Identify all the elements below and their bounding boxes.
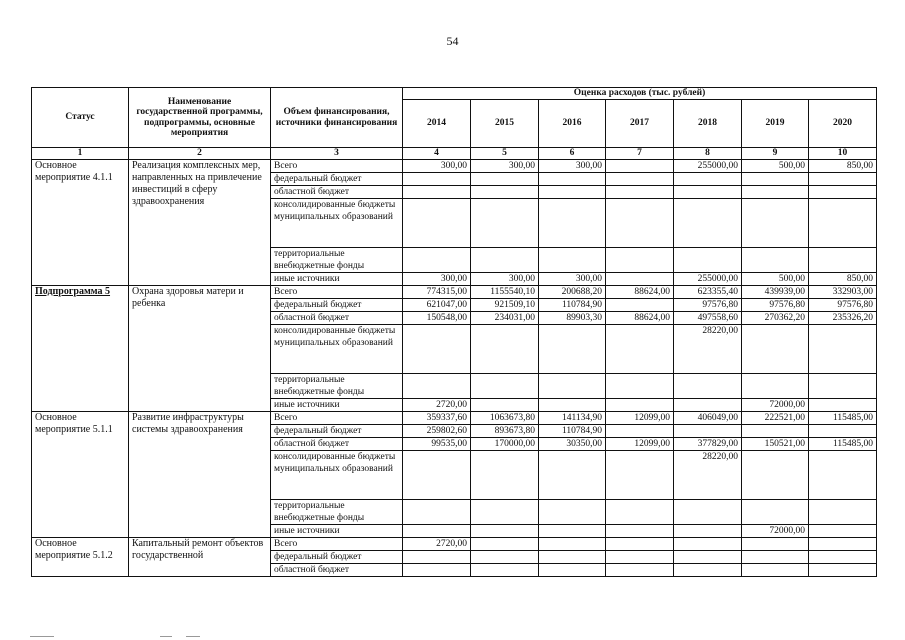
header-estimate: Оценка расходов (тыс. рублей) bbox=[403, 88, 877, 100]
value-cell: 28220,00 bbox=[674, 325, 742, 374]
value-cell: 97576,80 bbox=[809, 299, 877, 312]
value-cell bbox=[606, 500, 674, 525]
value-cell bbox=[539, 551, 606, 564]
value-cell bbox=[539, 451, 606, 500]
header-year: 2017 bbox=[606, 100, 674, 148]
header-volume: Объем финансирования, источники финансирования bbox=[271, 88, 403, 148]
value-cell: 99535,00 bbox=[403, 438, 471, 451]
value-cell: 97576,80 bbox=[674, 299, 742, 312]
value-cell bbox=[742, 173, 809, 186]
value-cell: 2720,00 bbox=[403, 538, 471, 551]
value-cell bbox=[471, 399, 539, 412]
value-cell: 300,00 bbox=[539, 273, 606, 286]
value-cell bbox=[606, 564, 674, 577]
table-row bbox=[32, 286, 877, 299]
funding-source: федеральный бюджет bbox=[271, 299, 403, 312]
funding-source: областной бюджет bbox=[271, 438, 403, 451]
scan-artifact bbox=[186, 636, 200, 637]
value-cell bbox=[674, 525, 742, 538]
value-cell bbox=[674, 500, 742, 525]
value-cell bbox=[403, 325, 471, 374]
value-cell bbox=[539, 525, 606, 538]
value-cell: 1155540,10 bbox=[471, 286, 539, 299]
value-cell: 774315,00 bbox=[403, 286, 471, 299]
value-cell: 359337,60 bbox=[403, 412, 471, 425]
value-cell: 150521,00 bbox=[742, 438, 809, 451]
value-cell: 12099,00 bbox=[606, 412, 674, 425]
funding-source: иные источники bbox=[271, 273, 403, 286]
scan-artifact bbox=[30, 636, 54, 637]
value-cell bbox=[674, 248, 742, 273]
value-cell bbox=[674, 173, 742, 186]
value-cell: 332903,00 bbox=[809, 286, 877, 299]
value-cell bbox=[403, 451, 471, 500]
funding-source: территориальные внебюджетные фонды bbox=[271, 374, 403, 399]
value-cell: 115485,00 bbox=[809, 412, 877, 425]
column-number: 3 bbox=[271, 148, 403, 160]
value-cell bbox=[742, 538, 809, 551]
value-cell bbox=[539, 325, 606, 374]
value-cell bbox=[403, 186, 471, 199]
value-cell bbox=[742, 500, 809, 525]
header-year: 2020 bbox=[809, 100, 877, 148]
funding-source: Всего bbox=[271, 412, 403, 425]
value-cell bbox=[539, 248, 606, 273]
value-cell bbox=[403, 248, 471, 273]
value-cell: 500,00 bbox=[742, 273, 809, 286]
budget-table bbox=[31, 87, 877, 577]
column-number: 5 bbox=[471, 148, 539, 160]
value-cell bbox=[809, 374, 877, 399]
value-cell bbox=[742, 248, 809, 273]
value-cell: 234031,00 bbox=[471, 312, 539, 325]
value-cell: 300,00 bbox=[403, 160, 471, 173]
value-cell bbox=[742, 451, 809, 500]
funding-source: федеральный бюджет bbox=[271, 173, 403, 186]
value-cell bbox=[606, 551, 674, 564]
value-cell bbox=[809, 199, 877, 248]
value-cell bbox=[606, 399, 674, 412]
value-cell bbox=[809, 173, 877, 186]
value-cell bbox=[539, 538, 606, 551]
value-cell: 255000,00 bbox=[674, 160, 742, 173]
value-cell bbox=[539, 186, 606, 199]
row-program-name: Реализация комплексных мер, направленных на привлечение инвестиций в сферу здравоохранения bbox=[129, 160, 271, 286]
value-cell bbox=[742, 325, 809, 374]
value-cell: 300,00 bbox=[471, 160, 539, 173]
header-name: Наименование государственной программы, подпрограммы, основные мероприятия bbox=[129, 88, 271, 148]
value-cell bbox=[471, 199, 539, 248]
row-status bbox=[32, 160, 129, 286]
value-cell bbox=[809, 500, 877, 525]
value-cell: 270362,20 bbox=[742, 312, 809, 325]
row-program-name: Капитальный ремонт объектов государственной bbox=[129, 538, 271, 577]
header-year: 2015 bbox=[471, 100, 539, 148]
value-cell bbox=[471, 551, 539, 564]
header-year: 2016 bbox=[539, 100, 606, 148]
value-cell bbox=[471, 500, 539, 525]
value-cell bbox=[674, 564, 742, 577]
funding-source: федеральный бюджет bbox=[271, 425, 403, 438]
value-cell bbox=[809, 186, 877, 199]
value-cell bbox=[606, 199, 674, 248]
value-cell bbox=[606, 451, 674, 500]
value-cell: 300,00 bbox=[539, 160, 606, 173]
value-cell bbox=[403, 564, 471, 577]
value-cell bbox=[742, 425, 809, 438]
value-cell bbox=[403, 551, 471, 564]
funding-source: консолидированные бюджеты муниципальных образований bbox=[271, 325, 403, 374]
column-number: 4 bbox=[403, 148, 471, 160]
value-cell bbox=[809, 538, 877, 551]
status-label: Основное мероприятие 4.1.1 bbox=[35, 160, 113, 183]
value-cell bbox=[606, 248, 674, 273]
value-cell: 12099,00 bbox=[606, 438, 674, 451]
value-cell bbox=[674, 551, 742, 564]
column-number: 7 bbox=[606, 148, 674, 160]
value-cell: 621047,00 bbox=[403, 299, 471, 312]
value-cell bbox=[403, 525, 471, 538]
value-cell bbox=[809, 425, 877, 438]
value-cell: 170000,00 bbox=[471, 438, 539, 451]
value-cell bbox=[606, 425, 674, 438]
funding-source: Всего bbox=[271, 160, 403, 173]
column-number: 2 bbox=[129, 148, 271, 160]
status-label: Основное мероприятие 5.1.1 bbox=[35, 412, 113, 435]
value-cell bbox=[539, 500, 606, 525]
value-cell bbox=[471, 248, 539, 273]
value-cell bbox=[471, 538, 539, 551]
value-cell: 921509,10 bbox=[471, 299, 539, 312]
table-row bbox=[32, 538, 877, 551]
row-status bbox=[32, 286, 129, 412]
value-cell: 72000,00 bbox=[742, 399, 809, 412]
value-cell bbox=[674, 199, 742, 248]
status-label: Основное мероприятие 5.1.2 bbox=[35, 538, 113, 561]
value-cell bbox=[403, 173, 471, 186]
value-cell: 893673,80 bbox=[471, 425, 539, 438]
value-cell bbox=[742, 199, 809, 248]
value-cell: 110784,90 bbox=[539, 299, 606, 312]
value-cell: 115485,00 bbox=[809, 438, 877, 451]
funding-source: областной бюджет bbox=[271, 186, 403, 199]
funding-source: иные источники bbox=[271, 399, 403, 412]
value-cell bbox=[809, 525, 877, 538]
header-year: 2014 bbox=[403, 100, 471, 148]
column-number: 6 bbox=[539, 148, 606, 160]
status-label: Подпрограмма 5 bbox=[35, 286, 111, 297]
value-cell bbox=[606, 273, 674, 286]
value-cell: 141134,90 bbox=[539, 412, 606, 425]
value-cell: 497558,60 bbox=[674, 312, 742, 325]
value-cell: 850,00 bbox=[809, 160, 877, 173]
value-cell bbox=[403, 374, 471, 399]
value-cell: 88624,00 bbox=[606, 312, 674, 325]
value-cell: 110784,90 bbox=[539, 425, 606, 438]
column-numbers-row bbox=[32, 148, 877, 160]
value-cell: 72000,00 bbox=[742, 525, 809, 538]
value-cell bbox=[403, 199, 471, 248]
value-cell bbox=[606, 173, 674, 186]
value-cell bbox=[809, 399, 877, 412]
header-year: 2018 bbox=[674, 100, 742, 148]
funding-source: областной бюджет bbox=[271, 564, 403, 577]
table-row bbox=[32, 160, 877, 173]
value-cell: 623355,40 bbox=[674, 286, 742, 299]
value-cell: 200688,20 bbox=[539, 286, 606, 299]
funding-source: территориальные внебюджетные фонды bbox=[271, 248, 403, 273]
column-number: 10 bbox=[809, 148, 877, 160]
value-cell: 439939,00 bbox=[742, 286, 809, 299]
value-cell: 259802,60 bbox=[403, 425, 471, 438]
page-number: 54 bbox=[446, 34, 459, 48]
value-cell bbox=[809, 564, 877, 577]
header-status: Статус bbox=[32, 88, 129, 148]
value-cell: 377829,00 bbox=[674, 438, 742, 451]
value-cell: 88624,00 bbox=[606, 286, 674, 299]
value-cell bbox=[809, 451, 877, 500]
value-cell bbox=[606, 538, 674, 551]
column-number: 9 bbox=[742, 148, 809, 160]
funding-source: Всего bbox=[271, 538, 403, 551]
value-cell bbox=[471, 564, 539, 577]
funding-source: территориальные внебюджетные фонды bbox=[271, 500, 403, 525]
row-status bbox=[32, 412, 129, 538]
row-program-name: Развитие инфраструктуры системы здравоохранения bbox=[129, 412, 271, 538]
value-cell bbox=[539, 374, 606, 399]
value-cell bbox=[539, 173, 606, 186]
value-cell: 1063673,80 bbox=[471, 412, 539, 425]
row-program-name: Охрана здоровья матери и ребенка bbox=[129, 286, 271, 412]
value-cell bbox=[471, 451, 539, 500]
value-cell bbox=[606, 525, 674, 538]
value-cell bbox=[471, 186, 539, 199]
value-cell bbox=[471, 525, 539, 538]
value-cell bbox=[606, 299, 674, 312]
value-cell bbox=[674, 425, 742, 438]
value-cell bbox=[742, 374, 809, 399]
value-cell bbox=[674, 538, 742, 551]
value-cell bbox=[606, 325, 674, 374]
value-cell bbox=[539, 399, 606, 412]
value-cell: 97576,80 bbox=[742, 299, 809, 312]
value-cell bbox=[471, 374, 539, 399]
column-number: 1 bbox=[32, 148, 129, 160]
value-cell bbox=[674, 399, 742, 412]
value-cell bbox=[471, 173, 539, 186]
row-status bbox=[32, 538, 129, 577]
funding-source: областной бюджет bbox=[271, 312, 403, 325]
value-cell bbox=[809, 248, 877, 273]
value-cell bbox=[674, 186, 742, 199]
value-cell bbox=[674, 374, 742, 399]
value-cell bbox=[471, 325, 539, 374]
value-cell bbox=[606, 186, 674, 199]
value-cell: 235326,20 bbox=[809, 312, 877, 325]
value-cell: 30350,00 bbox=[539, 438, 606, 451]
header-year: 2019 bbox=[742, 100, 809, 148]
value-cell bbox=[606, 160, 674, 173]
value-cell: 300,00 bbox=[471, 273, 539, 286]
value-cell bbox=[742, 564, 809, 577]
column-number: 8 bbox=[674, 148, 742, 160]
funding-source: консолидированные бюджеты муниципальных образований bbox=[271, 199, 403, 248]
table-row bbox=[32, 412, 877, 425]
funding-source: иные источники bbox=[271, 525, 403, 538]
funding-source: консолидированные бюджеты муниципальных образований bbox=[271, 451, 403, 500]
value-cell: 28220,00 bbox=[674, 451, 742, 500]
funding-source: федеральный бюджет bbox=[271, 551, 403, 564]
value-cell bbox=[606, 374, 674, 399]
value-cell: 2720,00 bbox=[403, 399, 471, 412]
value-cell: 300,00 bbox=[403, 273, 471, 286]
scan-artifact bbox=[160, 636, 172, 637]
value-cell: 150548,00 bbox=[403, 312, 471, 325]
value-cell bbox=[539, 199, 606, 248]
value-cell bbox=[403, 500, 471, 525]
value-cell: 255000,00 bbox=[674, 273, 742, 286]
value-cell: 500,00 bbox=[742, 160, 809, 173]
value-cell: 222521,00 bbox=[742, 412, 809, 425]
funding-source: Всего bbox=[271, 286, 403, 299]
value-cell bbox=[809, 551, 877, 564]
value-cell bbox=[539, 564, 606, 577]
value-cell bbox=[809, 325, 877, 374]
value-cell: 406049,00 bbox=[674, 412, 742, 425]
value-cell bbox=[742, 186, 809, 199]
value-cell: 89903,30 bbox=[539, 312, 606, 325]
value-cell: 850,00 bbox=[809, 273, 877, 286]
value-cell bbox=[742, 551, 809, 564]
